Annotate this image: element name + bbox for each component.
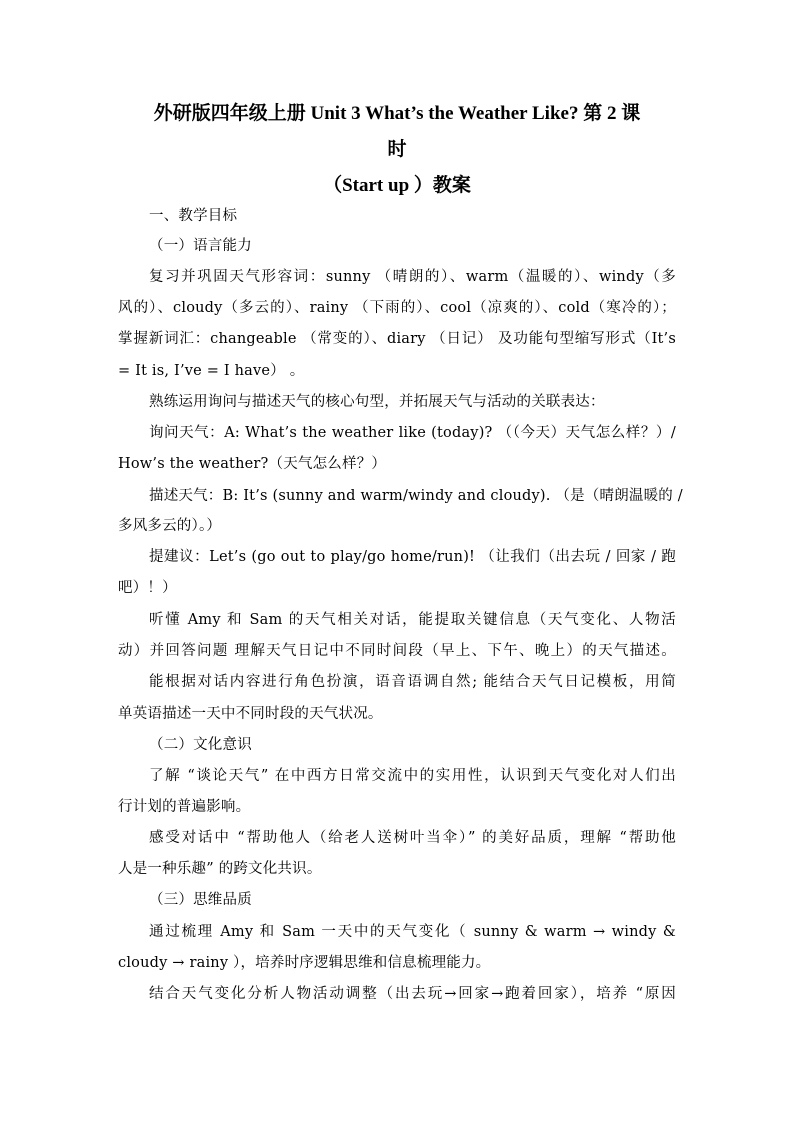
paragraph-line: 行计划的普遍影响。 (118, 799, 251, 815)
paragraph-line: 描述天气：B: It’s (sunny and warm/windy and cloudy). （是（晴朗温暖的 / (149, 488, 683, 504)
subheading-cultural-awareness: （二）文化意识 (149, 737, 252, 753)
document-title-line-1: 外研版四年级上册 Unit 3 What’s the Weather Like? 第 2 课 (153, 103, 641, 124)
paragraph-line: 吧）！） (118, 580, 177, 596)
paragraph-line: 风的）、cloudy（多云的）、rainy （下雨的）、cool（凉爽的）、cold（寒冷的）； (118, 300, 676, 316)
paragraph-line: cloudy → rainy ），培养时序逻辑思维和信息梳理能力。 (118, 955, 491, 971)
paragraph-line: 人是一种乐趣” 的跨文化共识。 (118, 861, 322, 877)
paragraph-line: 询问天气：A: What’s the weather like (today)? （（今天）天气怎么样？）/ (149, 425, 676, 441)
paragraph-line: 了解 “谈论天气” 在中西方日常交流中的实用性，认识到天气变化对人们出 (149, 768, 676, 784)
paragraph-line: = It is, I’ve = I have） 。 (118, 363, 305, 379)
paragraph-line: 复习并巩固天气形容词：sunny （晴朗的）、warm（温暖的）、windy（多 (149, 269, 676, 285)
paragraph-line: 多风多云的）。） (118, 518, 222, 534)
paragraph-line: 熟练运用询问与描述天气的核心句型，并拓展天气与活动的关联表达： (149, 394, 605, 410)
document-title-line-3: （Start up ）教案 (323, 175, 471, 196)
paragraph-line: 提建议：Let’s (go out to play/go home/run)! （让我们（出去玩 / 回家 / 跑 (149, 549, 676, 565)
section-heading-goals: 一、教学目标 (149, 208, 238, 224)
paragraph-line: 感受对话中 “帮助他人（给老人送树叶当伞）” 的美好品质，理解 “帮助他 (149, 830, 676, 846)
paragraph-line: 通过梳理 Amy 和 Sam 一天中的天气变化（ sunny & warm → windy & (149, 924, 676, 940)
paragraph-line: 结合天气变化分析人物活动调整（出去玩→回家→跑着回家），培养 “原因 (149, 986, 676, 1002)
document-title-line-2: 时 (387, 139, 407, 160)
paragraph-line: 能根据对话内容进行角色扮演，语音语调自然; 能结合天气日记模板，用简 (149, 674, 676, 690)
paragraph-line: 单英语描述一天中不同时段的天气状况。 (118, 706, 383, 722)
paragraph-line: How’s the weather?（天气怎么样？） (118, 456, 387, 472)
paragraph-line: 听懂 Amy 和 Sam 的天气相关对话，能提取关键信息（天气变化、人物活 (149, 612, 676, 628)
paragraph-line: 动）并回答问题 理解天气日记中不同时间段（早上、下午、晚上）的天气描述。 (118, 643, 676, 659)
subheading-language-ability: （一）语言能力 (149, 238, 252, 254)
paragraph-line: 掌握新词汇：changeable （常变的）、diary （日记） 及功能句型缩写形式（It’s (118, 331, 676, 347)
subheading-thinking-quality: （三）思维品质 (149, 892, 252, 908)
